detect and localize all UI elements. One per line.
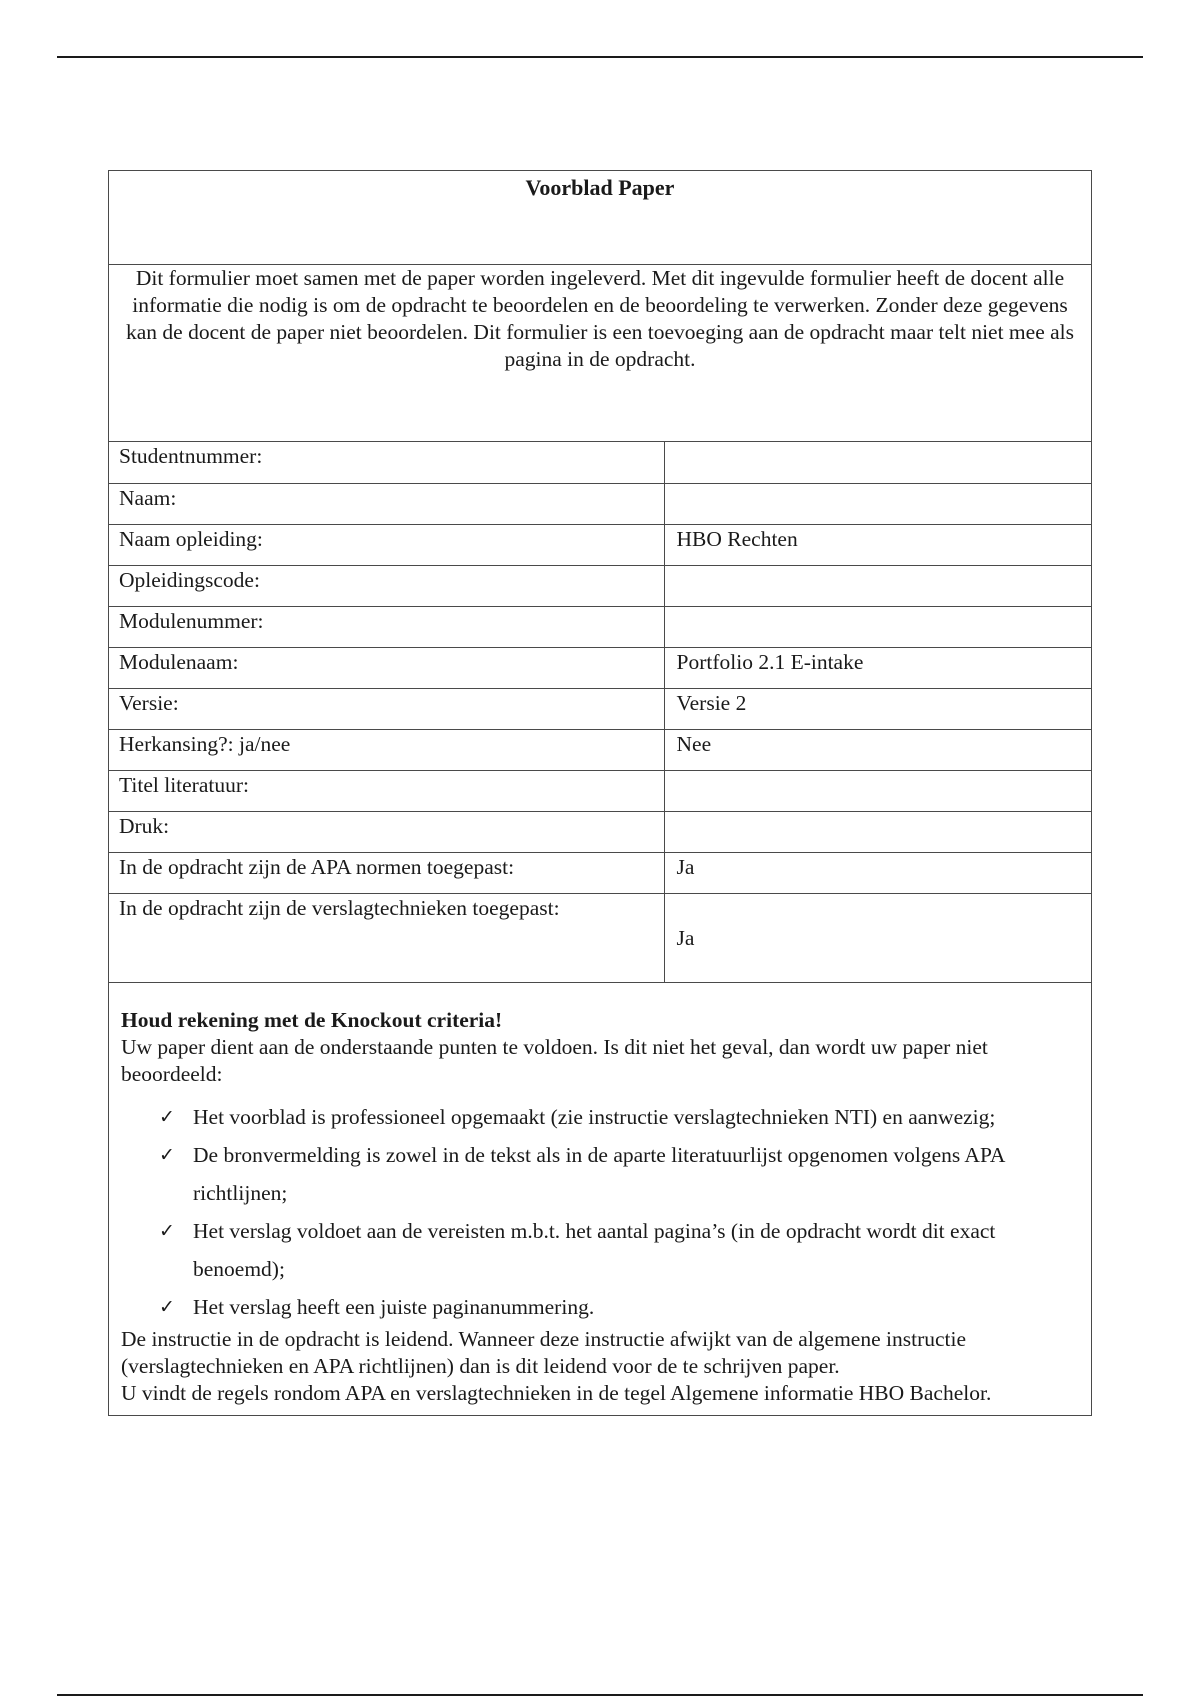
- checkmark-icon: ✓: [159, 1143, 175, 1166]
- checklist-text: Het verslag heeft een juiste paginanummering.: [193, 1294, 595, 1319]
- form-intro-text: Dit formulier moet samen met de paper worden ingeleverd. Met dit ingevulde formulier heeft de docent alle informatie die nodig is om de opdracht te beoordelen en de beoordeling te verwerken. Zonder deze gegevens kan de docent de paper niet beoordelen. Dit formulier is een toevoeging aan de opdracht maar telt niet mee als pagina in de opdracht.: [125, 266, 1074, 371]
- knockout-intro: Uw paper dient aan de onderstaande punten te voldoen. Is dit niet het geval, dan wordt uw paper niet beoordeeld:: [121, 1034, 988, 1086]
- field-value-titel-literatuur[interactable]: [664, 770, 1091, 811]
- table-row: [109, 565, 1091, 606]
- field-value-druk[interactable]: [664, 811, 1091, 852]
- closing-instruction: De instructie in de opdracht is leidend. Wanneer deze instructie afwijkt van de algemene instructie (verslagtechnieken en APA richtlijnen) dan is dit leidend voor de te schrijven paper.: [121, 1326, 967, 1378]
- table-row: [109, 606, 1091, 647]
- field-label-verslagtechnieken: In de opdracht zijn de verslagtechnieken toegepast:: [109, 893, 664, 982]
- knockout-checklist: [121, 1098, 1079, 1326]
- table-row: [109, 770, 1091, 811]
- field-label-titel-literatuur: Titel literatuur:: [109, 770, 664, 811]
- field-value-versie[interactable]: Versie 2: [664, 688, 1091, 729]
- field-value-modulenummer[interactable]: [664, 606, 1091, 647]
- field-value-naam-opleiding[interactable]: HBO Rechten: [664, 524, 1091, 565]
- field-label-opleidingscode: Opleidingscode:: [109, 565, 664, 606]
- field-value-verslagtechnieken[interactable]: Ja: [664, 893, 1091, 982]
- field-value-herkansing[interactable]: Nee: [664, 729, 1091, 770]
- field-label-modulenummer: Modulenummer:: [109, 606, 664, 647]
- table-row: [109, 647, 1091, 688]
- list-item: [121, 1136, 1079, 1212]
- bottom-rule: [57, 1694, 1143, 1696]
- field-value-naam[interactable]: [664, 483, 1091, 524]
- top-rule: [57, 56, 1143, 58]
- field-label-studentnummer: Studentnummer:: [109, 442, 664, 483]
- field-value-studentnummer[interactable]: [664, 442, 1091, 483]
- field-label-modulenaam: Modulenaam:: [109, 647, 664, 688]
- table-row: [109, 524, 1091, 565]
- knockout-heading: Houd rekening met de Knockout criteria!: [121, 1007, 503, 1032]
- fields-table: [109, 442, 1091, 983]
- list-item: [121, 1212, 1079, 1288]
- form-intro: [109, 265, 1091, 442]
- checklist-text: De bronvermelding is zowel in de tekst als in de aparte literatuurlijst opgenomen volgens APA richtlijnen;: [193, 1142, 1005, 1205]
- field-value-opleidingscode[interactable]: [664, 565, 1091, 606]
- checklist-text: Het voorblad is professioneel opgemaakt (zie instructie verslagtechnieken NTI) en aanwezig;: [193, 1104, 996, 1129]
- table-row: [109, 483, 1091, 524]
- checkmark-icon: ✓: [159, 1105, 175, 1128]
- checkmark-icon: ✓: [159, 1295, 175, 1318]
- field-label-apa-normen: In de opdracht zijn de APA normen toegepast:: [109, 852, 664, 893]
- list-item: [121, 1288, 1079, 1326]
- table-row: [109, 442, 1091, 483]
- closing-reference: U vindt de regels rondom APA en verslagtechnieken in de tegel Algemene informatie HBO Bachelor.: [121, 1380, 992, 1405]
- table-row: [109, 893, 1091, 982]
- knockout-section: [109, 983, 1091, 1415]
- checkmark-icon: ✓: [159, 1219, 175, 1242]
- field-value-apa-normen[interactable]: Ja: [664, 852, 1091, 893]
- table-row: [109, 688, 1091, 729]
- field-label-versie: Versie:: [109, 688, 664, 729]
- list-item: [121, 1098, 1079, 1136]
- table-row: [109, 729, 1091, 770]
- field-label-naam-opleiding: Naam opleiding:: [109, 524, 664, 565]
- field-value-modulenaam[interactable]: Portfolio 2.1 E-intake: [664, 647, 1091, 688]
- table-row: [109, 811, 1091, 852]
- field-label-druk: Druk:: [109, 811, 664, 852]
- form-title: Voorblad Paper: [109, 171, 1091, 265]
- field-label-herkansing: Herkansing?: ja/nee: [109, 729, 664, 770]
- cover-form: [108, 170, 1092, 1416]
- checklist-text: Het verslag voldoet aan de vereisten m.b.t. het aantal pagina’s (in de opdracht wordt dit exact benoemd);: [193, 1218, 996, 1281]
- field-label-naam: Naam:: [109, 483, 664, 524]
- table-row: [109, 852, 1091, 893]
